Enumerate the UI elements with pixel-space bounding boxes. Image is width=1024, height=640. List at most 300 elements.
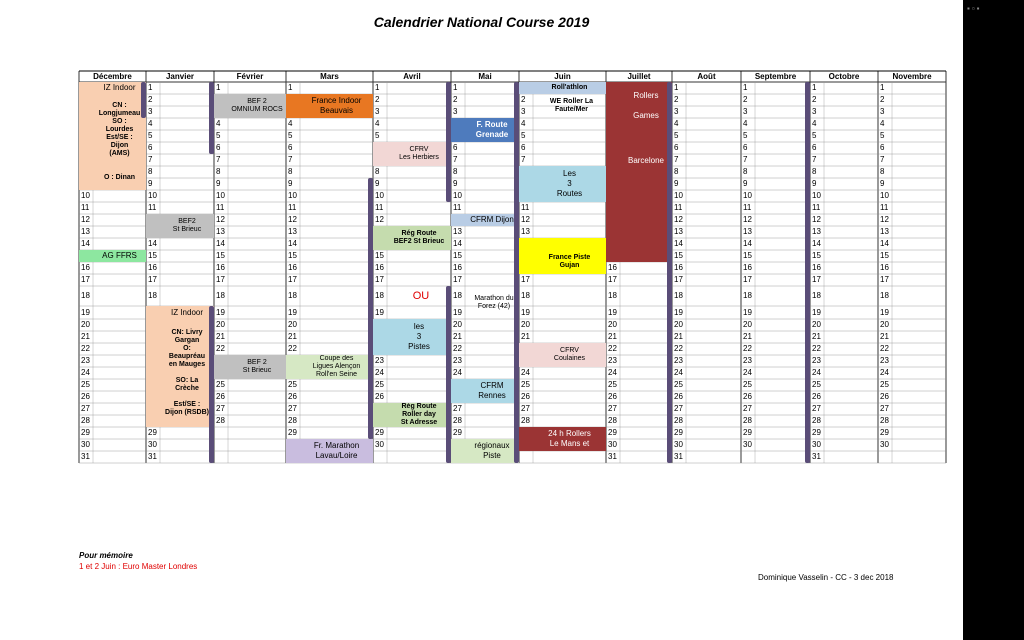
day-number: 14	[880, 239, 889, 248]
day-number: 20	[743, 320, 752, 329]
day-number: 11	[375, 203, 384, 212]
day-number: 30	[148, 440, 157, 449]
day-number: 4	[521, 119, 526, 128]
event-text: Coulaines	[553, 355, 586, 362]
day-number: 12	[743, 215, 752, 224]
day-number: 25	[375, 380, 384, 389]
day-number: 19	[375, 308, 384, 317]
day-number: 17	[453, 275, 462, 284]
day-number: 12	[674, 215, 683, 224]
calendar-event[interactable]	[537, 94, 606, 118]
day-number: 15	[453, 251, 462, 260]
day-number: 28	[288, 416, 297, 425]
day-number: 8	[743, 167, 748, 176]
day-number: 15	[674, 251, 683, 260]
day-number: 8	[288, 167, 293, 176]
day-number: 1	[674, 83, 679, 92]
event-text: Lourdes	[105, 126, 134, 133]
day-number: 28	[521, 416, 530, 425]
day-number: 2	[812, 95, 817, 104]
day-number: 17	[148, 275, 157, 284]
calendar-event[interactable]	[373, 226, 451, 250]
day-number: 24	[880, 368, 889, 377]
day-number: 29	[812, 428, 821, 437]
month-header: Avril	[403, 72, 421, 81]
calendar-event[interactable]	[451, 118, 519, 142]
day-number: 12	[812, 215, 821, 224]
day-number: 29	[453, 428, 462, 437]
day-number: 1	[812, 83, 817, 92]
day-number: 6	[288, 143, 293, 152]
day-number: 12	[880, 215, 889, 224]
day-number: 11	[674, 203, 683, 212]
event-text: Routes	[556, 189, 583, 198]
day-number: 1	[743, 83, 748, 92]
day-number: 14	[453, 239, 462, 248]
day-number: 16	[81, 263, 90, 272]
day-number: 30	[880, 440, 889, 449]
event-text: Grenade	[475, 130, 509, 139]
day-number: 11	[216, 203, 225, 212]
day-number: 24	[453, 368, 462, 377]
timeline-bar	[209, 306, 214, 463]
day-number: 4	[216, 119, 221, 128]
day-number: 26	[880, 392, 889, 401]
day-number: 3	[521, 107, 526, 116]
day-number: 21	[674, 332, 683, 341]
day-number: 25	[81, 380, 90, 389]
day-number: 3	[375, 107, 380, 116]
day-number: 19	[216, 308, 225, 317]
day-number: 12	[216, 215, 225, 224]
day-number: 19	[81, 308, 90, 317]
calendar-event[interactable]	[391, 286, 451, 306]
day-number: 24	[521, 368, 530, 377]
day-number: 20	[608, 320, 617, 329]
day-number: 5	[812, 131, 817, 140]
memo-section	[79, 551, 197, 571]
day-number: 7	[880, 155, 885, 164]
day-number: 31	[674, 452, 683, 461]
calendar-event[interactable]	[79, 82, 146, 94]
day-number: 12	[81, 215, 90, 224]
day-number: 2	[743, 95, 748, 104]
day-number: 19	[521, 308, 530, 317]
day-number: 24	[375, 368, 384, 377]
day-number: 23	[453, 356, 462, 365]
calendar-event[interactable]	[519, 427, 606, 451]
calendar-event[interactable]	[79, 250, 146, 262]
day-number: 23	[608, 356, 617, 365]
day-number: 26	[216, 392, 225, 401]
event-text: Gujan	[559, 262, 580, 269]
day-number: 12	[288, 215, 297, 224]
calendar-event[interactable]	[286, 439, 373, 463]
day-number: 11	[81, 203, 90, 212]
day-number: 11	[521, 203, 530, 212]
event-text: St Adresse	[400, 419, 438, 426]
day-number: 3	[453, 107, 458, 116]
day-number: 21	[880, 332, 889, 341]
day-number: 15	[812, 251, 821, 260]
day-number: 16	[216, 263, 225, 272]
month-header: Décembre	[93, 72, 132, 81]
calendar-event[interactable]	[146, 319, 214, 427]
event-text: St Brieuc	[172, 226, 202, 233]
day-number: 21	[216, 332, 225, 341]
day-number: 18	[288, 291, 297, 300]
day-number: 16	[453, 263, 462, 272]
day-number: 21	[453, 332, 462, 341]
day-number: 9	[148, 179, 153, 188]
day-number: 30	[743, 440, 752, 449]
day-number: 6	[521, 143, 526, 152]
day-number: 25	[812, 380, 821, 389]
day-number: 5	[288, 131, 293, 140]
event-text: les	[413, 322, 425, 331]
day-number: 19	[743, 308, 752, 317]
calendar-event[interactable]	[519, 82, 606, 94]
timeline-bar	[141, 82, 146, 118]
day-number: 21	[521, 332, 530, 341]
event-text: Les Herbiers	[399, 154, 439, 161]
event-text: Dijon	[110, 142, 129, 149]
day-number: 23	[880, 356, 889, 365]
day-number: 26	[288, 392, 297, 401]
day-number: 31	[81, 452, 90, 461]
day-number: 25	[608, 380, 617, 389]
day-number: 26	[81, 392, 90, 401]
day-number: 10	[743, 191, 752, 200]
day-number: 7	[216, 155, 221, 164]
day-number: 24	[743, 368, 752, 377]
calendar-event[interactable]	[606, 130, 672, 262]
day-number: 28	[880, 416, 889, 425]
day-number: 29	[288, 428, 297, 437]
day-number: 18	[608, 291, 617, 300]
day-number: 17	[375, 275, 384, 284]
calendar-event[interactable]	[451, 439, 519, 463]
day-number: 26	[674, 392, 683, 401]
day-number: 11	[148, 203, 157, 212]
day-number: 20	[880, 320, 889, 329]
day-number: 24	[812, 368, 821, 377]
day-number: 9	[674, 179, 679, 188]
day-number: 8	[880, 167, 885, 176]
day-number: 17	[743, 275, 752, 284]
event-text	[645, 101, 647, 111]
month-header: Janvier	[165, 72, 195, 81]
day-number: 18	[148, 291, 157, 300]
day-number: 13	[521, 227, 530, 236]
day-number: 6	[674, 143, 679, 152]
day-number: 10	[375, 191, 384, 200]
day-number: 22	[81, 344, 90, 353]
day-number: 27	[521, 404, 530, 413]
day-number: 12	[521, 215, 530, 224]
event-text: Coupe des	[319, 355, 354, 362]
event-text: Est/SE :	[173, 401, 201, 408]
day-number: 15	[216, 251, 225, 260]
day-number: 29	[743, 428, 752, 437]
day-number: 28	[674, 416, 683, 425]
day-number: 18	[812, 291, 821, 300]
day-number: 17	[608, 275, 617, 284]
day-number: 23	[375, 356, 384, 365]
day-number: 29	[880, 428, 889, 437]
day-number: 25	[288, 380, 297, 389]
calendar-event[interactable]	[519, 343, 606, 367]
day-number: 16	[743, 263, 752, 272]
day-number: 21	[608, 332, 617, 341]
day-number: 31	[608, 452, 617, 461]
day-number: 13	[674, 227, 683, 236]
day-number: 29	[81, 428, 90, 437]
day-number: 22	[674, 344, 683, 353]
day-number: 8	[216, 167, 221, 176]
event-text: CN :	[112, 102, 127, 109]
calendar-event[interactable]	[373, 319, 451, 355]
day-number: 1	[148, 83, 153, 92]
event-text: IZ Indoor	[103, 83, 136, 92]
day-number: 21	[81, 332, 90, 341]
day-number: 15	[375, 251, 384, 260]
day-number: 8	[148, 167, 153, 176]
day-number: 7	[288, 155, 293, 164]
day-number: 7	[812, 155, 817, 164]
event-text: OU	[412, 289, 430, 302]
day-number: 13	[81, 227, 90, 236]
day-number: 22	[812, 344, 821, 353]
day-number: 21	[288, 332, 297, 341]
day-number: 4	[375, 119, 380, 128]
day-number: 23	[743, 356, 752, 365]
day-number: 19	[812, 308, 821, 317]
day-number: 24	[608, 368, 617, 377]
day-number: 10	[216, 191, 225, 200]
day-number: 13	[880, 227, 889, 236]
day-number: 6	[743, 143, 748, 152]
day-number: 23	[812, 356, 821, 365]
event-text: France Indoor	[311, 96, 362, 105]
day-number: 18	[375, 291, 384, 300]
day-number: 10	[453, 191, 462, 200]
day-number: 29	[674, 428, 683, 437]
day-number: 18	[521, 291, 530, 300]
timeline-bar	[667, 82, 672, 463]
calendar-event[interactable]	[286, 355, 373, 379]
day-number: 17	[674, 275, 683, 284]
day-number: 6	[453, 143, 458, 152]
day-number: 16	[288, 263, 297, 272]
event-text: BEF 2	[247, 98, 267, 105]
event-text: Piste	[483, 451, 501, 460]
event-text: Roll'en Seine	[315, 371, 358, 378]
event-text: CFRV	[560, 347, 579, 354]
day-number: 9	[812, 179, 817, 188]
day-number: 19	[674, 308, 683, 317]
day-number: 16	[812, 263, 821, 272]
day-number: 20	[453, 320, 462, 329]
day-number: 4	[148, 119, 153, 128]
timeline-bar	[805, 82, 810, 463]
calendar-event[interactable]	[519, 250, 606, 274]
calendar-event[interactable]	[214, 94, 286, 118]
day-number: 31	[812, 452, 821, 461]
day-number: 23	[81, 356, 90, 365]
day-number: 30	[812, 440, 821, 449]
day-number: 2	[453, 95, 458, 104]
day-number: 26	[608, 392, 617, 401]
month-header: Juillet	[627, 72, 651, 81]
event-text	[569, 240, 571, 248]
day-number: 5	[743, 131, 748, 140]
event-text: Rég Route	[401, 230, 437, 237]
calendar-event[interactable]	[79, 94, 146, 166]
day-number: 6	[148, 143, 153, 152]
day-number: 20	[521, 320, 530, 329]
day-number: 11	[880, 203, 889, 212]
event-text: Fr. Marathon	[313, 441, 360, 450]
event-text: SO :	[112, 118, 127, 125]
day-number: 11	[453, 203, 462, 212]
day-number: 17	[812, 275, 821, 284]
calendar-event[interactable]	[451, 214, 519, 226]
day-number: 8	[812, 167, 817, 176]
day-number: 5	[216, 131, 221, 140]
event-text: Les	[563, 169, 576, 178]
calendar-event[interactable]	[373, 403, 451, 427]
event-text: Dijon (RSDB)	[165, 409, 209, 416]
day-number: 22	[216, 344, 225, 353]
day-number: 30	[375, 440, 384, 449]
day-number: 22	[743, 344, 752, 353]
month-header: Mars	[320, 72, 339, 81]
day-number: 16	[375, 263, 384, 272]
day-number: 30	[608, 440, 617, 449]
month-header: Février	[236, 72, 264, 81]
day-number: 26	[521, 392, 530, 401]
event-text	[186, 369, 188, 377]
day-number: 11	[743, 203, 752, 212]
day-number: 6	[880, 143, 885, 152]
calendar-event[interactable]	[286, 94, 373, 118]
day-number: 28	[608, 416, 617, 425]
event-text: CFRM	[480, 381, 504, 390]
day-number: 15	[743, 251, 752, 260]
day-number: 28	[812, 416, 821, 425]
memo-note: 1 et 2 Juin : Euro Master Londres	[79, 562, 198, 571]
day-number: 16	[880, 263, 889, 272]
day-number: 16	[608, 263, 617, 272]
event-text: BEF2 St Brieuc	[393, 238, 445, 245]
calendar-event[interactable]	[146, 214, 214, 238]
day-number: 6	[812, 143, 817, 152]
day-number: 3	[743, 107, 748, 116]
event-text: BEF 2	[247, 359, 267, 366]
day-number: 7	[148, 155, 153, 164]
calendar-event[interactable]	[373, 142, 451, 166]
event-text: 3	[416, 332, 422, 341]
day-number: 21	[743, 332, 752, 341]
day-number: 17	[216, 275, 225, 284]
event-text: Forez (42)	[477, 302, 511, 310]
day-number: 21	[812, 332, 821, 341]
calendar-event[interactable]	[519, 238, 606, 250]
day-number: 10	[148, 191, 157, 200]
event-text: Rollers	[633, 91, 659, 100]
day-number: 10	[81, 191, 90, 200]
day-number: 19	[880, 308, 889, 317]
event-text: en Mauges	[168, 361, 206, 368]
event-text: Crèche	[175, 385, 199, 392]
event-text: Lavau/Loire	[315, 451, 358, 460]
day-number: 5	[148, 131, 153, 140]
day-number: 13	[216, 227, 225, 236]
day-number: 28	[81, 416, 90, 425]
day-number: 7	[743, 155, 748, 164]
event-text: Roll'athlon	[551, 84, 588, 91]
day-number: 27	[880, 404, 889, 413]
calendar-event[interactable]	[214, 355, 286, 379]
day-number: 18	[743, 291, 752, 300]
day-number: 29	[375, 428, 384, 437]
day-number: 20	[674, 320, 683, 329]
day-number: 2	[148, 95, 153, 104]
day-number: 4	[288, 119, 293, 128]
day-number: 31	[148, 452, 157, 461]
day-number: 4	[743, 119, 748, 128]
day-number: 11	[288, 203, 297, 212]
day-number: 20	[812, 320, 821, 329]
day-number: 15	[288, 251, 297, 260]
window-corner-icon[interactable]: ▪▫▪	[967, 4, 982, 13]
day-number: 4	[880, 119, 885, 128]
calendar-event[interactable]	[146, 306, 214, 319]
day-number: 29	[148, 428, 157, 437]
day-number: 5	[521, 131, 526, 140]
month-header: Octobre	[828, 72, 860, 81]
day-number: 12	[375, 215, 384, 224]
calendar-event[interactable]	[519, 166, 606, 202]
calendar-event[interactable]	[469, 286, 519, 319]
day-number: 27	[674, 404, 683, 413]
calendar-event[interactable]	[606, 82, 672, 130]
day-number: 18	[453, 291, 462, 300]
day-number: 14	[148, 239, 157, 248]
day-number: 1	[880, 83, 885, 92]
day-number: 7	[521, 155, 526, 164]
day-number: 7	[453, 155, 458, 164]
day-number: 14	[81, 239, 90, 248]
day-number: 25	[674, 380, 683, 389]
day-number: 7	[674, 155, 679, 164]
calendar-event[interactable]	[79, 166, 146, 190]
day-number: 9	[880, 179, 885, 188]
day-number: 13	[743, 227, 752, 236]
day-number: 10	[880, 191, 889, 200]
event-text: CFRM Dijon	[470, 215, 514, 224]
day-number: 13	[288, 227, 297, 236]
day-number: 3	[812, 107, 817, 116]
calendar-event[interactable]	[451, 379, 519, 403]
day-number: 26	[743, 392, 752, 401]
event-text: Est/SE :	[106, 134, 133, 141]
day-number: 18	[81, 291, 90, 300]
day-number: 9	[743, 179, 748, 188]
day-number: 8	[453, 167, 458, 176]
day-number: 9	[288, 179, 293, 188]
